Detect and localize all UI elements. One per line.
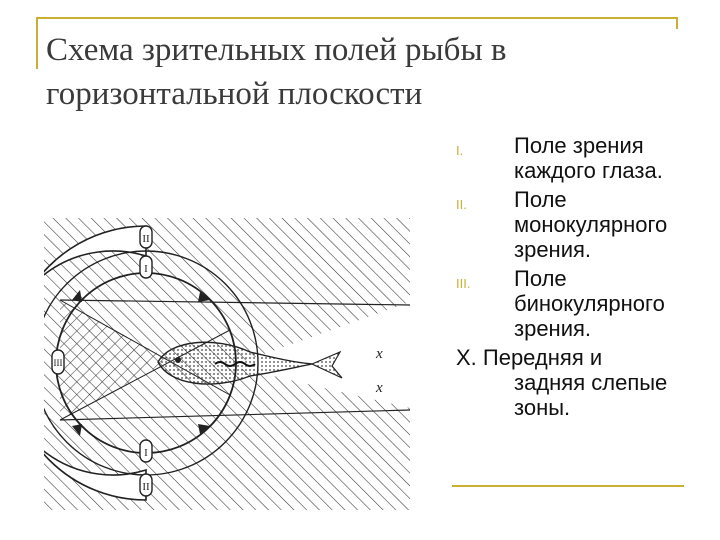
legend-item-2-text: Поле монокулярного зрения. bbox=[514, 187, 668, 262]
legend-item-1 bbox=[456, 133, 706, 183]
marker-top-inner-label: I bbox=[144, 263, 148, 275]
slide-title: Схема зрительных полей рыбы в горизонтальной плоскости bbox=[46, 32, 507, 112]
marker-top-outer-label: II bbox=[142, 233, 150, 245]
marker-top-outer bbox=[140, 226, 152, 248]
legend-item-3-text: Поле бинокулярного зрения. bbox=[514, 266, 665, 341]
legend-item-3 bbox=[456, 266, 706, 341]
marker-bottom-inner-label: I bbox=[144, 447, 148, 459]
marker-left bbox=[52, 350, 64, 374]
marker-bottom-outer-label: II bbox=[142, 481, 150, 493]
x-mark-upper: x bbox=[376, 346, 383, 362]
marker-bottom-inner bbox=[140, 440, 152, 462]
legend-item-x-lead: X. Передняя и bbox=[456, 345, 603, 370]
marker-left-label: III bbox=[53, 358, 63, 368]
legend-item-1-number: I. bbox=[456, 143, 464, 158]
legend-item-1-text: Поле зрения каждого глаза. bbox=[514, 133, 663, 183]
x-mark-lower: x bbox=[376, 380, 383, 396]
legend-item-2-number: II. bbox=[456, 197, 467, 212]
fish-eye bbox=[175, 357, 181, 363]
legend-item-x-rest: задняя слепые зоны. bbox=[514, 370, 668, 420]
legend-item-2 bbox=[456, 187, 706, 262]
legend-item-x bbox=[456, 345, 706, 420]
marker-top-inner bbox=[140, 256, 152, 278]
marker-bottom-outer bbox=[140, 474, 152, 496]
legend-item-3-number: III. bbox=[456, 276, 471, 291]
legend-list bbox=[456, 133, 706, 424]
